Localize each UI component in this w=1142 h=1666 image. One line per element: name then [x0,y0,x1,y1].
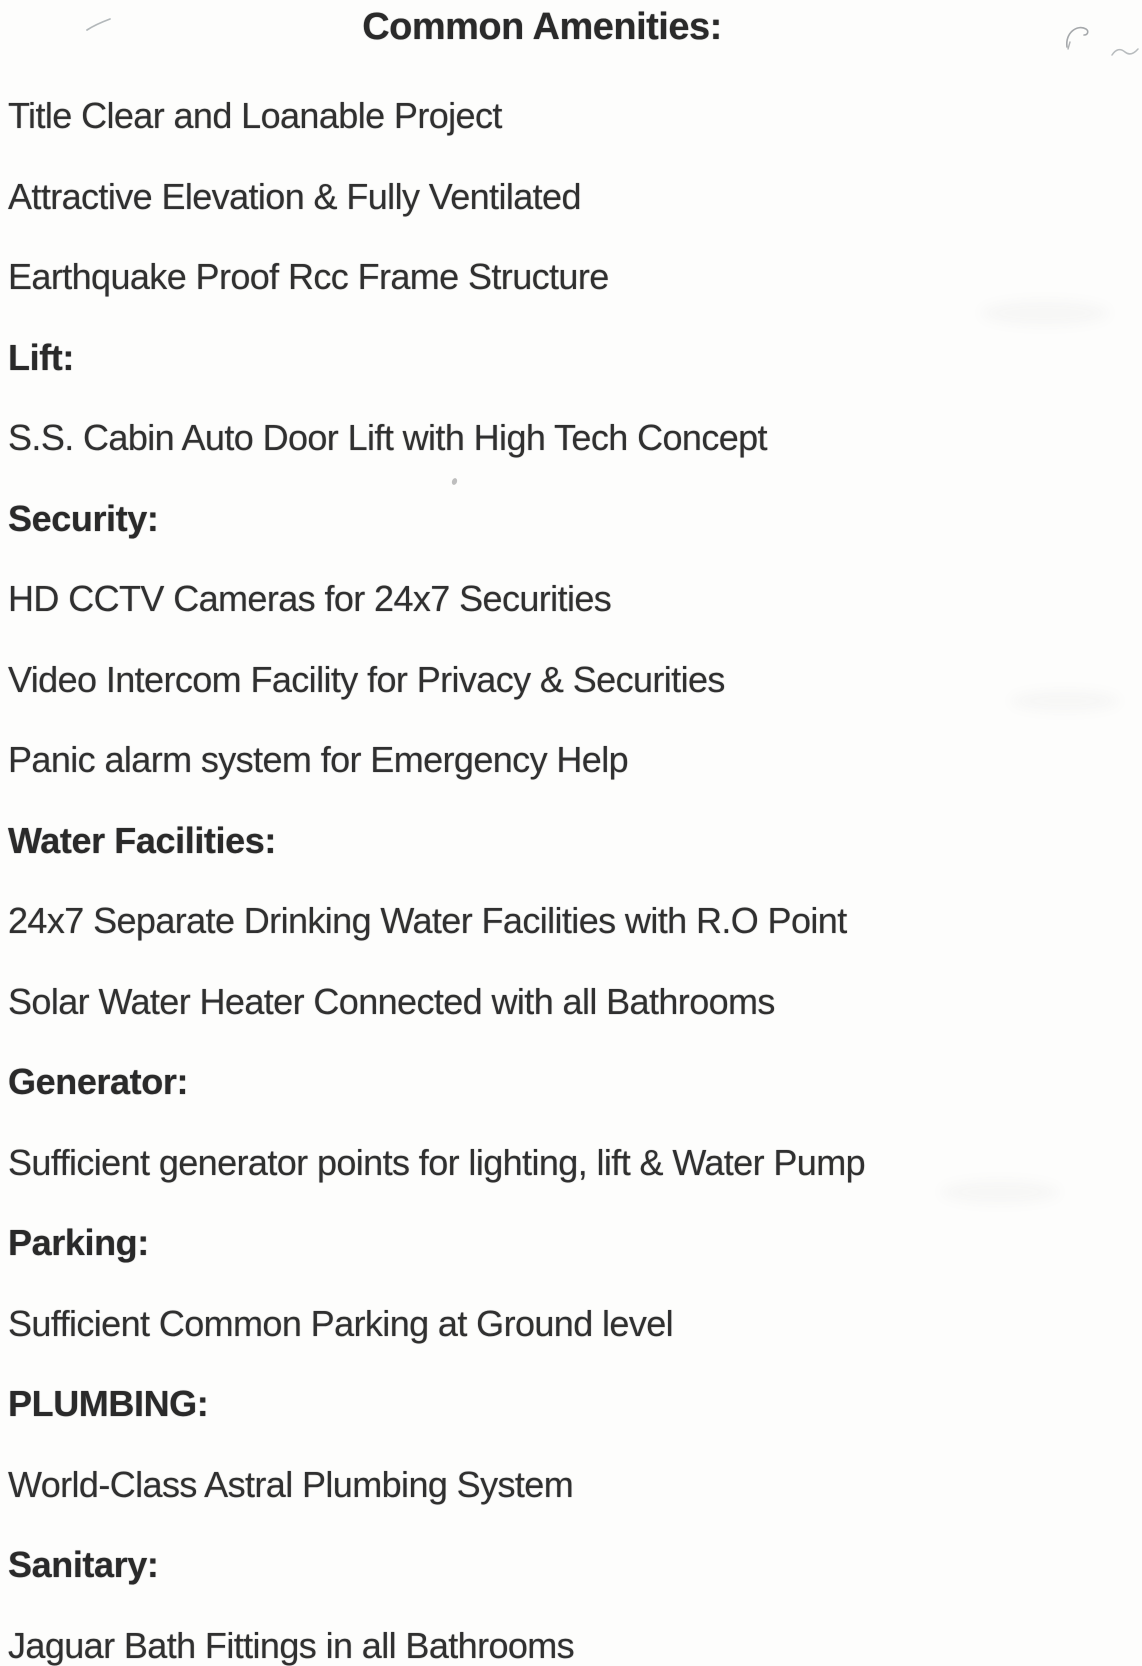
ink-speck [451,477,458,485]
section-heading: Sanitary: [8,1544,159,1585]
section-heading: PLUMBING: [8,1383,209,1424]
page-title: Common Amenities: [362,6,722,48]
scan-smudge [1010,690,1120,712]
amenity-line: Sufficient generator points for lighting, lift & Water Pump [8,1141,866,1183]
amenity-line: Title Clear and Loanable Project [8,95,502,136]
scan-smudge [980,300,1110,326]
section-heading: Generator: [8,1061,189,1102]
amenity-line: Video Intercom Facility for Privacy & Securities [8,658,725,700]
amenity-line: Panic alarm system for Emergency Help [8,739,629,780]
section-heading: Water Facilities: [8,819,276,861]
amenity-line: Sufficient Common Parking at Ground level [8,1302,674,1344]
amenity-line: Attractive Elevation & Fully Ventilated [8,175,581,217]
section-heading: Lift: [8,336,74,378]
amenity-line: S.S. Cabin Auto Door Lift with High Tech Concept [8,417,767,458]
amenity-line: Earthquake Proof Rcc Frame Structure [8,256,609,297]
section-heading: Security: [8,497,159,539]
amenity-line: World-Class Astral Plumbing System [8,1463,574,1505]
amenity-line: Jaguar Bath Fittings in all Bathrooms [8,1624,575,1666]
amenity-line: 24x7 Separate Drinking Water Facilities with R.O Point [8,900,847,941]
section-heading: Parking: [8,1222,149,1263]
amenity-line: Solar Water Heater Connected with all Bathrooms [8,980,775,1022]
pen-tick-icon [1110,44,1140,64]
scan-smudge [940,1180,1060,1204]
amenity-line: HD CCTV Cameras for 24x7 Securities [8,578,612,619]
